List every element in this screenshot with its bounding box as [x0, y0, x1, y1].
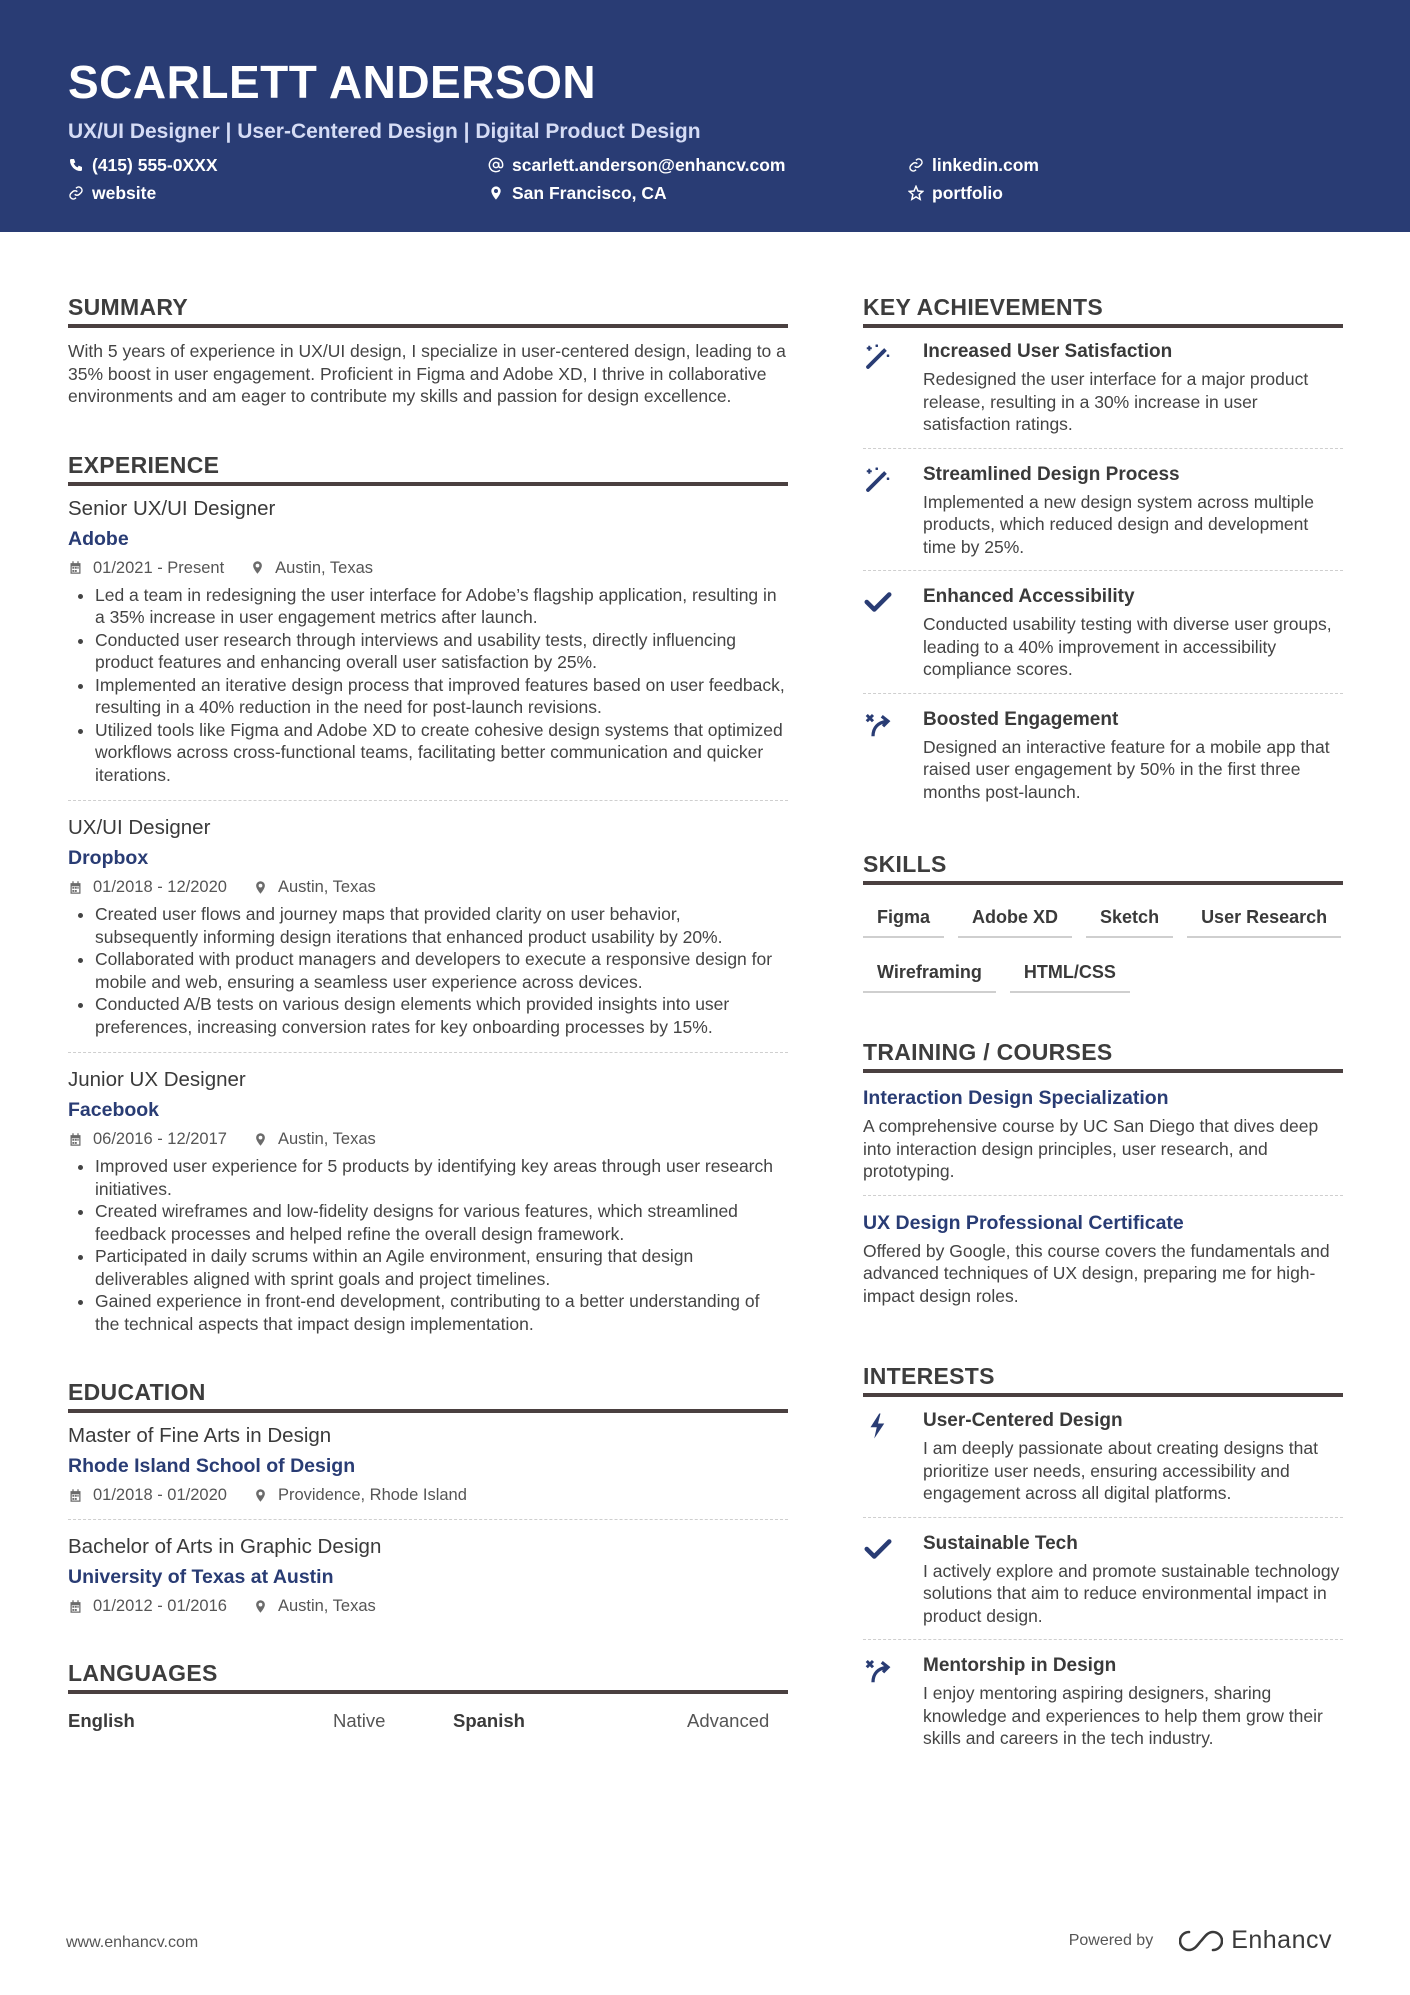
achievement-title: Enhanced Accessibility [923, 586, 1135, 607]
contact-email[interactable] [488, 154, 908, 176]
interest-item [863, 1654, 1343, 1762]
contact-portfolio[interactable] [908, 182, 1328, 204]
job-company: Facebook [68, 1099, 160, 1121]
at-icon [488, 157, 504, 173]
job-dates [68, 877, 227, 897]
job-dates [68, 1129, 227, 1149]
achievement-title: Streamlined Design Process [923, 463, 1180, 485]
interest-item [863, 1532, 1343, 1641]
job-role: Senior UX/UI Designer [68, 496, 276, 520]
experience-entry [68, 815, 788, 1053]
achievement-body [923, 340, 1343, 436]
achievement-desc: Implemented a new design system across multiple products, which reduced design and development time by 25%. [923, 491, 1315, 557]
course-desc: A comprehensive course by UC San Diego that dives deep into interaction design principles, user research, and prototyping. [863, 1116, 1319, 1181]
right-column [863, 294, 1343, 1762]
job-company: Adobe [68, 527, 129, 550]
location-pin-icon [253, 880, 268, 895]
job-dates-text: 06/2016 - 12/2017 [93, 1130, 227, 1148]
achievement-item [863, 585, 1343, 694]
education-location-text: Providence, Rhode Island [277, 1486, 467, 1504]
link-icon [908, 157, 924, 173]
enhancv-logo-text: Enhancv [1231, 1926, 1332, 1954]
achievement-icon-wrap [863, 463, 923, 559]
job-meta [68, 1129, 788, 1149]
calendar-icon [68, 880, 83, 895]
achievements-title: KEY ACHIEVEMENTS [863, 294, 1343, 328]
achievement-title: Increased User Satisfaction [923, 341, 1173, 362]
strategy-arrow-icon [863, 710, 893, 740]
location-pin-icon [253, 1488, 268, 1503]
achievement-icon-wrap [863, 708, 923, 804]
contact-phone[interactable] [68, 154, 488, 176]
job-location [253, 1129, 376, 1149]
interest-title: Sustainable Tech [923, 1532, 1078, 1554]
interest-title: Mentorship in Design [923, 1655, 1117, 1676]
interest-body [923, 1409, 1343, 1505]
job-meta [68, 877, 788, 897]
candidate-headline: UX/UI Designer | User-Centered Design | Digital Product Design [68, 120, 701, 143]
interest-item [863, 1409, 1343, 1518]
education-title: EDUCATION [68, 1379, 788, 1413]
location-pin-icon [253, 1132, 268, 1147]
interest-icon-wrap [863, 1532, 923, 1628]
experience-title: EXPERIENCE [68, 452, 788, 486]
course-desc: Offered by Google, this course covers the fundamentals and advanced techniques of UX design, preparing me for high-impact design roles. [863, 1240, 1330, 1306]
footer-site-link[interactable]: www.enhancv.com [66, 1934, 199, 1951]
education-entry [68, 1534, 788, 1630]
contact-list [68, 154, 1342, 204]
magic-wand-icon [863, 342, 893, 372]
job-bullet: • Improved user experience for 5 products by identifying key areas through user research initiatives. [95, 1155, 788, 1200]
job-bullet: • Conducted A/B tests on various design elements which provided insights into user preferences, increasing conversion rates for key onboarding processes by 15%. [95, 993, 788, 1038]
job-meta [68, 558, 788, 578]
achievement-body [923, 585, 1343, 681]
achievements-section [863, 294, 1343, 815]
skill-tag: Wireframing [863, 956, 996, 993]
contact-linkedin[interactable] [908, 154, 1328, 176]
course-item [863, 1210, 1343, 1320]
course-item [863, 1085, 1343, 1196]
achievement-desc: Designed an interactive feature for a mobile app that raised user engagement by 50% in the first three months post-launch. [923, 736, 1330, 802]
achievement-desc: Redesigned the user interface for a major product release, resulting in a 30% increase in user satisfaction ratings. [923, 369, 1309, 434]
degree: Master of Fine Arts in Design [68, 1424, 332, 1447]
enhancv-logo[interactable] [1179, 1926, 1332, 1955]
school: Rhode Island School of Design [68, 1455, 356, 1477]
job-bullet: • Implemented an iterative design process that improved features based on user feedback, resulting in a 40% reduction in the need for post-launch revisions. [95, 674, 788, 719]
footer-branding [1069, 1926, 1332, 1955]
location-pin-icon [488, 185, 504, 201]
education-dates [68, 1485, 227, 1505]
powered-by-label: Powered by [1068, 1931, 1154, 1949]
calendar-icon [68, 1599, 83, 1614]
phone-icon [68, 157, 84, 173]
interest-icon-wrap [863, 1654, 923, 1750]
job-bullet: • Gained experience in front-end development, contributing to a better understanding of the technical aspects that impact design implementation. [95, 1290, 788, 1335]
achievement-desc: Conducted usability testing with diverse user groups, leading to a 40% improvement in accessibility compliance scores. [923, 614, 1332, 679]
language-level: Native [333, 1710, 386, 1731]
achievement-item [863, 708, 1343, 816]
course-title: UX Design Professional Certificate [863, 1211, 1184, 1234]
job-bullet: • Led a team in redesigning the user interface for Adobe’s flagship application, resulting in a 35% increase in user engagement metrics after launch. [95, 584, 788, 629]
degree: Bachelor of Arts in Graphic Design [68, 1535, 382, 1558]
experience-entry [68, 496, 788, 802]
skills-list [863, 901, 1343, 993]
contact-phone-text: (415) 555-0XXX [92, 155, 218, 175]
education-dates [68, 1596, 227, 1616]
checkmark-icon [863, 587, 893, 617]
job-bullets [68, 1155, 788, 1335]
job-location-text: Austin, Texas [275, 558, 374, 577]
contact-website[interactable] [68, 182, 488, 204]
summary-text: With 5 years of experience in UX/UI design, I specialize in user-centered design, leading to a 35% boost in user engagement. Proficient in Figma and Adobe XD, I thrive in collaborative environments and am eager to contribute my skills and passion for design excellence. [68, 341, 786, 406]
experience-section [68, 452, 788, 1350]
education-entry [68, 1423, 788, 1520]
strategy-arrow-icon [863, 1656, 893, 1686]
job-dates-text: 01/2021 - Present [93, 558, 225, 577]
location-pin-icon [253, 1599, 268, 1614]
job-bullet: • Participated in daily scrums within an Agile environment, ensuring that design deliverables aligned with sprint goals and project timelines. [95, 1245, 788, 1290]
education-location [253, 1596, 376, 1616]
star-icon [908, 185, 924, 201]
contact-location [488, 182, 908, 204]
skill-tag: Figma [863, 901, 944, 938]
education-meta [68, 1485, 788, 1505]
interests-title: INTERESTS [863, 1363, 1343, 1397]
achievement-icon-wrap [863, 340, 923, 436]
summary-title: SUMMARY [68, 294, 788, 328]
achievement-body [923, 463, 1343, 559]
language-name: Spanish [453, 1710, 525, 1731]
summary-section [68, 294, 788, 408]
interest-desc: I actively explore and promote sustainable technology solutions that aim to reduce environmental impact in product design. [923, 1560, 1340, 1626]
contact-location-text: San Francisco, CA [512, 183, 667, 203]
contact-portfolio-text: portfolio [932, 183, 1003, 203]
skill-tag: Adobe XD [958, 901, 1072, 938]
job-dates [68, 558, 224, 578]
interest-body [923, 1654, 1343, 1750]
interest-icon-wrap [863, 1409, 923, 1505]
lightning-icon [863, 1411, 893, 1441]
enhancv-logo-icon [1179, 1928, 1223, 1954]
education-location [253, 1485, 467, 1505]
education-dates-text: 01/2012 - 01/2016 [93, 1597, 227, 1615]
calendar-icon [68, 1132, 83, 1147]
job-bullet: • Conducted user research through interviews and usability tests, directly influencing product features and enhancing overall user satisfaction by 25%. [95, 629, 788, 674]
education-meta [68, 1596, 788, 1616]
job-bullet: • Collaborated with product managers and developers to execute a responsive design for mobile and web, ensuring a seamless user experience across devices. [95, 948, 788, 993]
calendar-icon [68, 560, 83, 575]
job-company: Dropbox [68, 847, 149, 869]
calendar-icon [68, 1488, 83, 1503]
course-title: Interaction Design Specialization [863, 1087, 1169, 1109]
school: University of Texas at Austin [68, 1566, 334, 1588]
interest-desc: I enjoy mentoring aspiring designers, sharing knowledge and experiences to help them grow their skills and careers in the tech industry. [923, 1683, 1323, 1748]
job-bullets [68, 584, 788, 787]
contact-website-text: website [92, 183, 157, 203]
interest-body [923, 1532, 1343, 1628]
language-level: Advanced [687, 1710, 770, 1731]
candidate-name: SCARLETT ANDERSON [68, 56, 597, 108]
skill-tag: Sketch [1086, 901, 1173, 938]
left-column [68, 294, 788, 1732]
link-icon [68, 185, 84, 201]
job-location [253, 877, 376, 897]
achievement-icon-wrap [863, 585, 923, 681]
job-location-text: Austin, Texas [277, 878, 376, 896]
interest-desc: I am deeply passionate about creating designs that prioritize user needs, ensuring accessibility and engagement across all digital platforms. [923, 1438, 1318, 1503]
languages-row [68, 1710, 788, 1732]
contact-linkedin-text: linkedin.com [932, 155, 1039, 175]
location-pin-icon [250, 560, 265, 575]
achievement-item [863, 340, 1343, 449]
education-location-text: Austin, Texas [277, 1597, 376, 1615]
job-bullet: • Utilized tools like Figma and Adobe XD to create cohesive design systems that optimized workflows across cross-functional teams, facilitating better communication and quicker iterations. [95, 719, 788, 787]
job-role: Junior UX Designer [68, 1068, 246, 1091]
training-section [863, 1039, 1343, 1319]
education-section [68, 1379, 788, 1630]
job-location [250, 558, 373, 578]
job-bullet: • Created wireframes and low-fidelity designs for various features, which streamlined feedback processes and helped refine the overall design framework. [95, 1200, 788, 1245]
languages-section [68, 1660, 788, 1732]
interests-section [863, 1363, 1343, 1762]
languages-title: LANGUAGES [68, 1660, 788, 1694]
magic-wand-icon [863, 465, 893, 495]
skills-section [863, 851, 1343, 993]
job-bullets [68, 903, 788, 1038]
contact-email-text: scarlett.anderson@enhancv.com [512, 155, 786, 175]
checkmark-icon [863, 1534, 893, 1564]
achievement-title: Boosted Engagement [923, 708, 1119, 730]
skill-tag: HTML/CSS [1010, 956, 1130, 993]
education-dates-text: 01/2018 - 01/2020 [93, 1486, 227, 1504]
resume-header [0, 0, 1410, 232]
language-name: English [68, 1710, 135, 1731]
job-dates-text: 01/2018 - 12/2020 [93, 878, 227, 896]
skill-tag: User Research [1187, 901, 1341, 938]
experience-entry [68, 1067, 788, 1349]
skills-title: SKILLS [863, 851, 1343, 885]
training-title: TRAINING / COURSES [863, 1039, 1343, 1073]
interest-title: User-Centered Design [923, 1410, 1123, 1431]
achievement-item [863, 463, 1343, 572]
job-bullet: • Created user flows and journey maps that provided clarity on user behavior, subsequently informing design iterations that enhanced product usability by 20%. [95, 903, 788, 948]
job-location-text: Austin, Texas [277, 1130, 376, 1148]
achievement-body [923, 708, 1343, 804]
job-role: UX/UI Designer [68, 816, 211, 839]
